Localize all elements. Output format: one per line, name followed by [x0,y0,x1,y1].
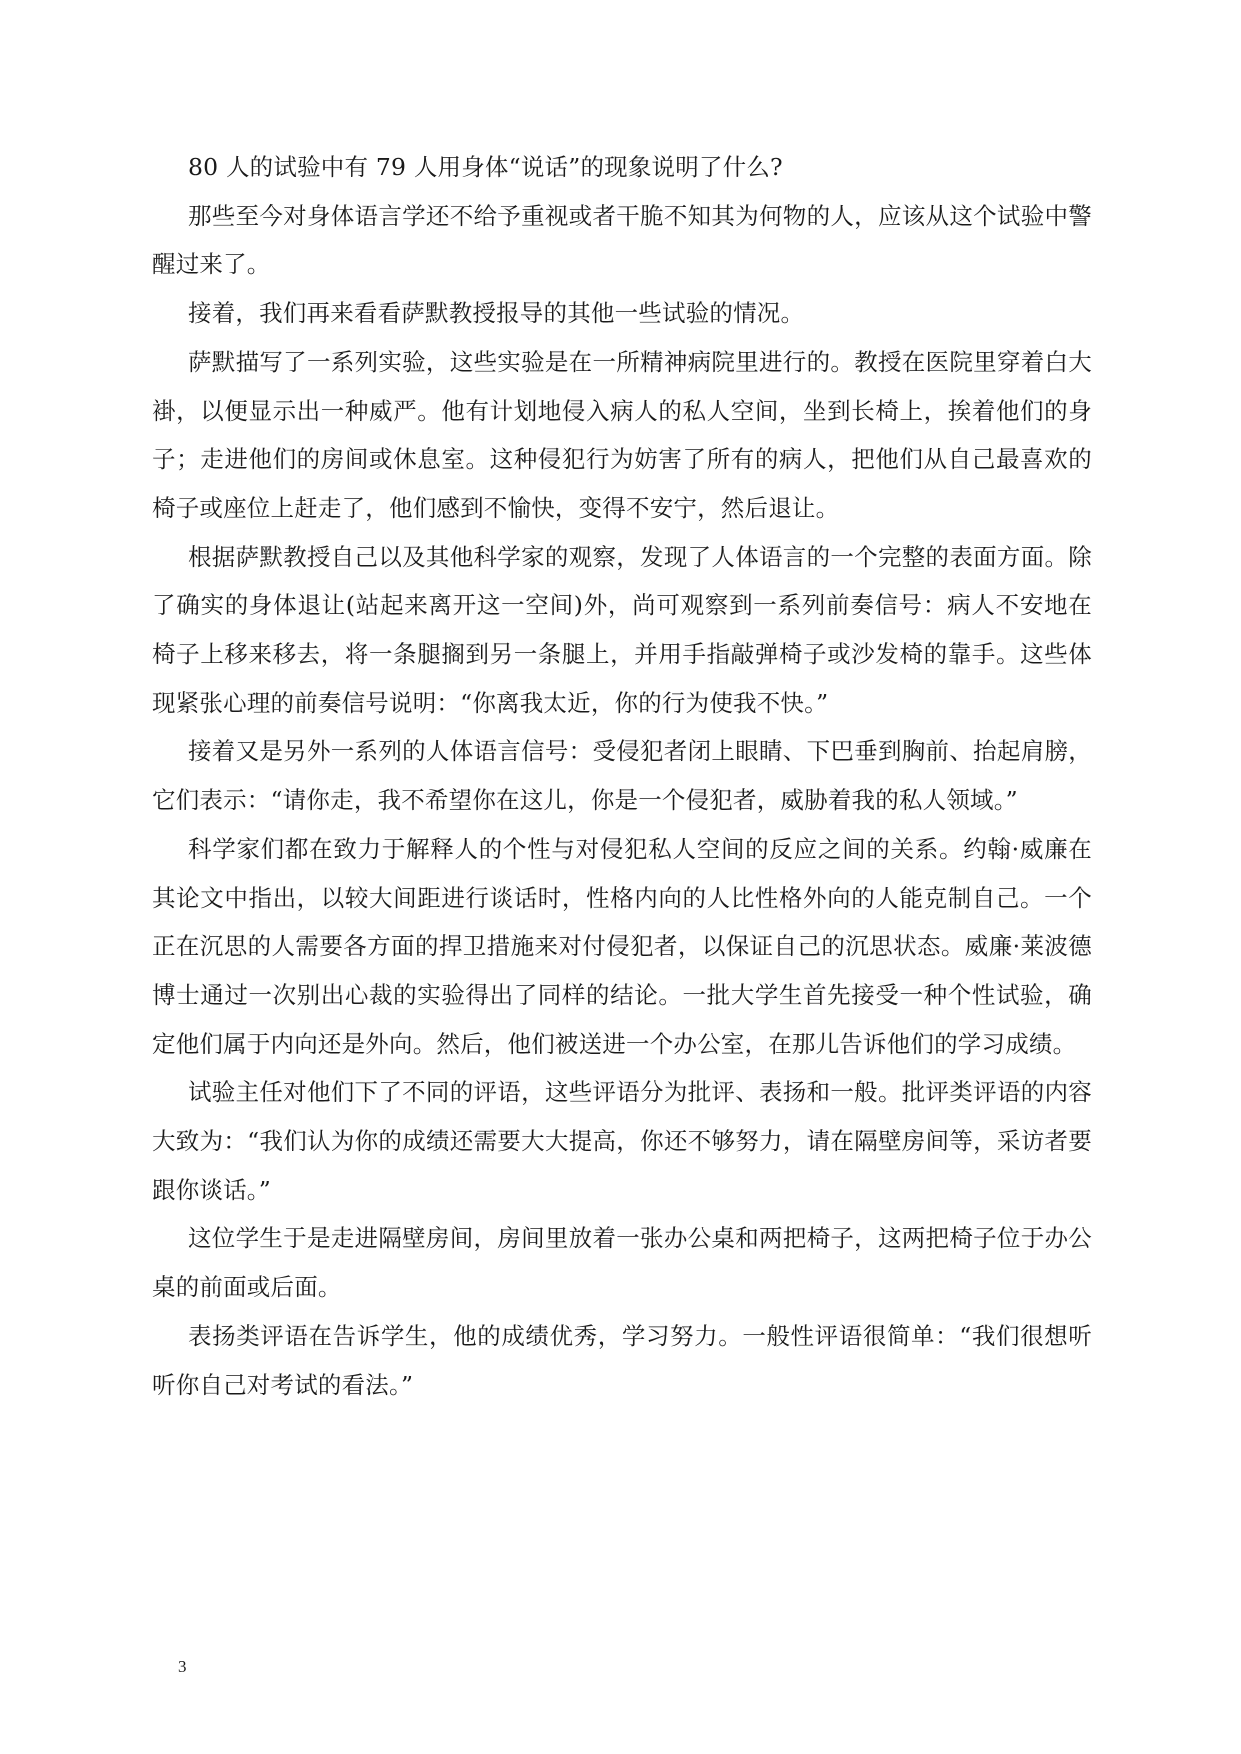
paragraph: 萨默描写了一系列实验，这些实验是在一所精神病院里进行的。教授在医院里穿着白大褂，以便显示出一种威严。他有计划地侵入病人的私人空间，坐到长椅上，挨着他们的身子；走进他们的房间或休息室。这种侵犯行为妨害了所有的病人，把他们从自己最喜欢的椅子或座位上赶走了，他们感到不愉快，变得不安宁，然后退让。 [152,347,1092,522]
paragraph: 这位学生于是走进隔壁房间，房间里放着一张办公桌和两把椅子，这两把椅子位于办公桌的前面或后面。 [152,1224,1092,1302]
paragraph: 接着又是另外一系列的人体语言信号：受侵犯者闭上眼睛、下巴垂到胸前、抬起肩膀，它们表示：“请你走，我不希望你在这儿，你是一个侵犯者，威胁着我的私人领域。” [152,737,1092,815]
paragraph: 表扬类评语在告诉学生，他的成绩优秀，学习努力。一般性评语很简单：“我们很想听听你自己对考试的看法。” [152,1321,1092,1399]
paragraph: 根据萨默教授自己以及其他科学家的观察，发现了人体语言的一个完整的表面方面。除了确实的身体退让(站起来离开这一空间)外，尚可观察到一系列前奏信号：病人不安地在椅子上移来移去，将一条腿搁到另一条腿上，并用手指敲弹椅子或沙发椅的靠手。这些体现紧张心理的前奏信号说明：“你离我太近，你的行为使我不快。” [152,542,1092,717]
paragraph: 试验主任对他们下了不同的评语，这些评语分为批评、表扬和一般。批评类评语的内容大致为：“我们认为你的成绩还需要大大提高，你还不够努力，请在隔壁房间等，采访者要跟你谈话。” [152,1078,1092,1204]
paragraph: 接着，我们再来看看萨默教授报导的其他一些试验的情况。 [188,299,805,328]
page-number: 3 [178,1657,187,1676]
paragraph: 80 人的试验中有 79 人用身体“说话”的现象说明了什么? [188,153,783,181]
document-body [152,143,1092,1409]
paragraph: 那些至今对身体语言学还不给予重视或者干脆不知其为何物的人，应该从这个试验中警醒过来了。 [152,201,1092,279]
paragraph: 科学家们都在致力于解释人的个性与对侵犯私人空间的反应之间的关系。约翰·威廉在其论文中指出，以较大间距进行谈话时，性格内向的人比性格外向的人能克制自己。一个正在沉思的人需要各方面的捍卫措施来对付侵犯者，以保证自己的沉思状态。威廉·莱波德博士通过一次别出心裁的实验得出了同样的结论。一批大学生首先接受一种个性试验，确定他们属于内向还是外向。然后，他们被送进一个办公室，在那儿告诉他们的学习成绩。 [152,834,1092,1058]
